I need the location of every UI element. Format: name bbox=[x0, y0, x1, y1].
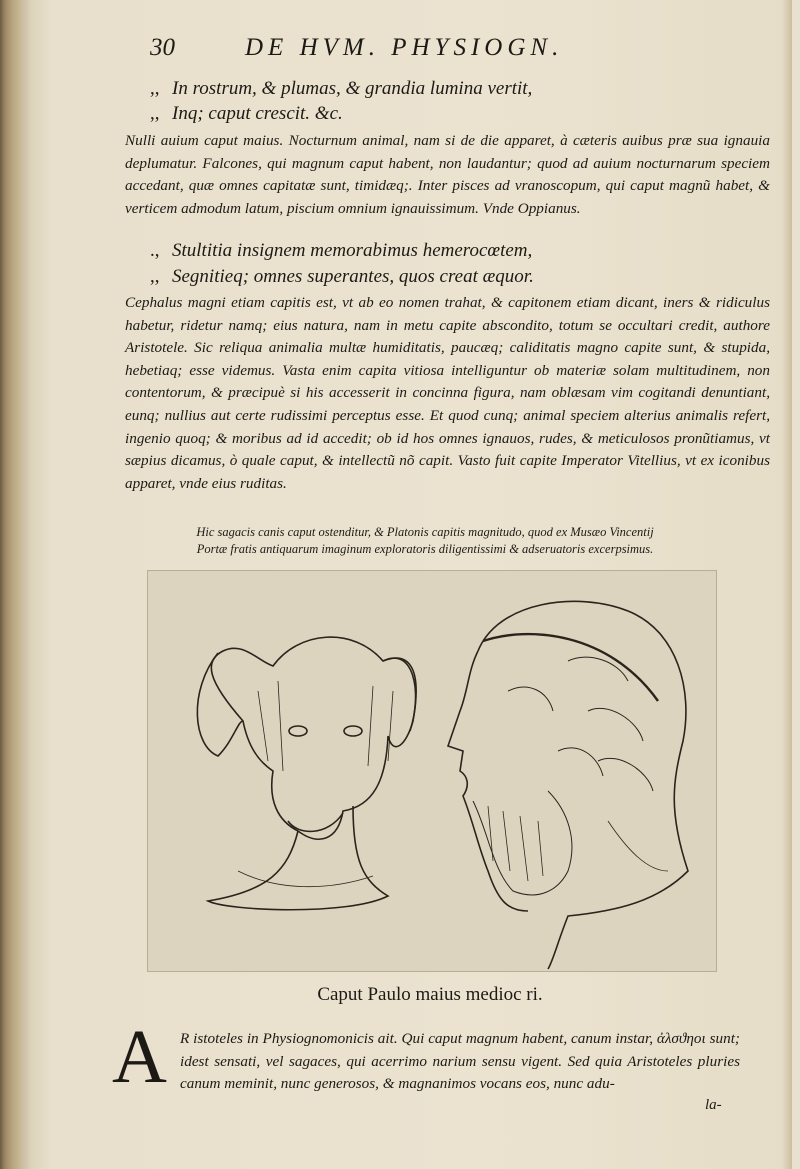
running-title: DE HVM. PHYSIOGN. bbox=[245, 34, 564, 61]
plato-bust-engraving bbox=[448, 601, 688, 969]
page-number: 30 bbox=[150, 34, 175, 61]
catchword: la- bbox=[705, 1097, 722, 1113]
verse-line: ,, Segnitieq; omnes superantes, quos creat æquor. bbox=[150, 266, 534, 287]
page-header bbox=[150, 34, 670, 70]
drop-capital: A bbox=[112, 1015, 167, 1099]
verse-line: ., Stultitia insignem memorabimus hemerocœtem, bbox=[150, 240, 533, 261]
page-edge bbox=[782, 0, 792, 1169]
figure-caption: Hic sagacis canis caput ostenditur, & Platonis capitis magnitudo, quod ex Musæo Vincentij Portæ fratis antiquarum imaginum exploratoris diligentissimi & adseruatoris excerpsimus. bbox=[196, 525, 654, 556]
paragraph-text: Cephalus magni etiam capitis est, vt ab eo nomen trahat, & capitonem etiam dicant, iners & ridiculus habetur, ridetur namq; eius natura, nam in metu capite abscondito, totum se occultari credit, authore Aristotele. Sic reliqua animalia multæ humiditatis, paucæq; caliditatis magno capite sunt, & stupida, hebetiaq; esse videmus. Vasta enim capita vitiosa intelliguntur ob materiæ solam multitudinem, non contentorum, & præcipuè si his accesserit in concinna figura, nam oblæsam vim cogitandi denuntiant, eunq; nullius aut certe rudissimi perceptus esse. Et quod cunq; animal speciem alterius animalis refert, ingenio quoq; & moribus ad id accedit; ob id hos omnes ignauos, rudes, & meticulosos pronũtiamus, vt sæpius dicamus, ò quale caput, & intellectũ nõ capit. Vasto fuit capite Imperator Vitellius, vt ex iconibus apparet, vnde eius ruditas. bbox=[125, 294, 770, 492]
engraving-illustration bbox=[148, 571, 716, 971]
paragraph-text: Nulli auium caput maius. Nocturnum animal, nam si de die apparet, à cæteris auibus præ sua ignauia deplumatur. Falcones, qui magnum caput habent, non laudantur; quod ad auium nocturnarum speciem accedant, quæ omnes capitatæ sunt, timidæq;. Inter pisces ad vranoscopum, qui caput magnũ habet, & verticem admodum latum, piscium omnium ignauissimum. Vnde Oppianus. bbox=[125, 132, 770, 217]
book-spine bbox=[0, 0, 22, 1169]
verse-line: ,, Inq; caput crescit. &c. bbox=[150, 103, 343, 124]
engraving-figure bbox=[147, 570, 717, 972]
verse-line: ,, In rostrum, & plumas, & grandia lumina vertit, bbox=[150, 78, 533, 99]
paragraph-text: R istoteles in Physiognomonicis ait. Qui caput magnum habent, canum instar, ἀλσϑηοι sunt; idest sensati, vel sagaces, qui acerrimo narium sensu vigent. Sed quia Aristoteles pluries canum meminit, nunc generosos, & magnanimos vocans eos, nunc adu- bbox=[180, 1030, 740, 1093]
figure-subtitle: Caput Paulo maius medioc ri. bbox=[317, 984, 543, 1005]
dog-head-engraving bbox=[197, 637, 416, 910]
